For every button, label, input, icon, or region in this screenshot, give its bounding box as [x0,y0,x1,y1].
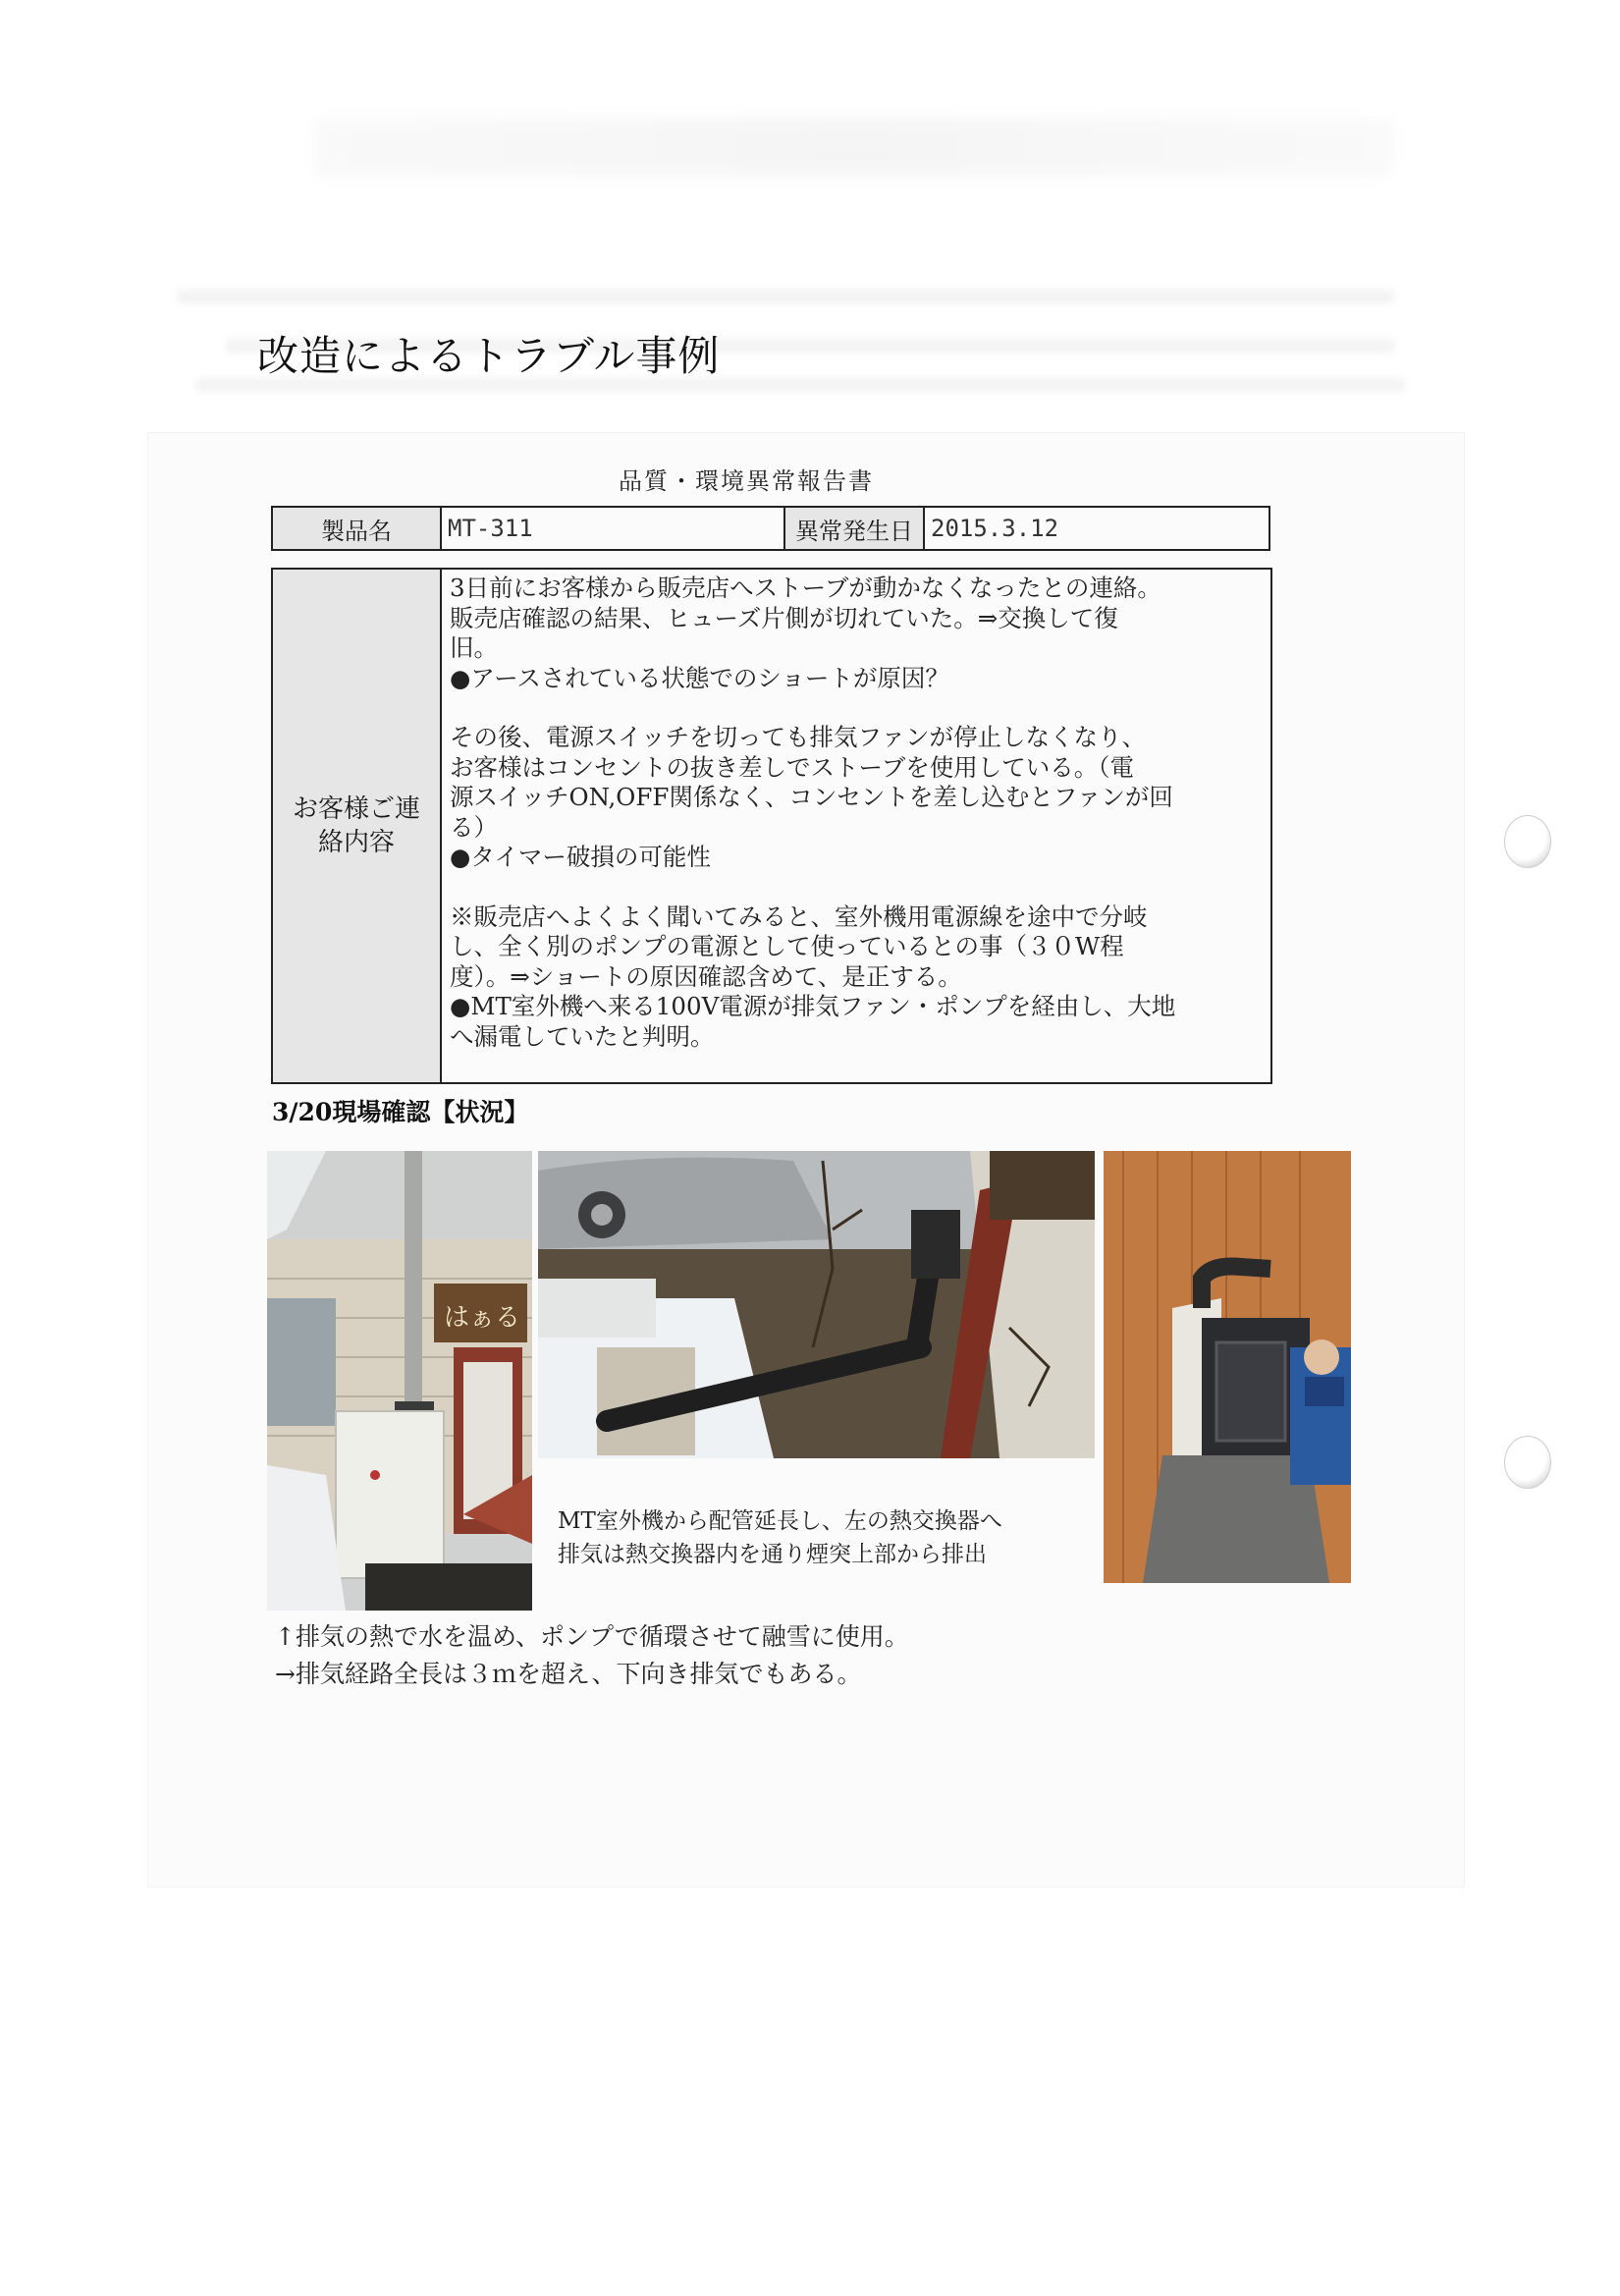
customer-contact-box [271,568,1272,1084]
contact-line: へ漏電していたと判明。 [450,1021,715,1051]
product-info-table [271,506,1270,551]
customer-contact-label: お客様ご連絡内容 [273,570,442,1082]
contact-line: ●タイマー破損の可能性 [450,843,711,871]
product-name-label: 製品名 [272,507,441,550]
contact-line: 旧。 [450,633,498,662]
contact-line: 販売店確認の結果、ヒューズ片側が切れていた。⇒交換して復 [450,603,1118,632]
contact-line: その後、電源スイッチを切っても排気ファンが停止しなくなり、 [450,723,1147,751]
site-note: ↑排気の熱で水を温め、ポンプで循環させて融雪に使用。 [275,1622,909,1651]
sign-text: はぁる [444,1303,521,1333]
occurrence-date-label: 異常発生日 [784,507,924,550]
contact-line: ●MT室外機へ来る100V電源が排気ファン・ポンプを経由し、大地 [450,992,1176,1020]
contact-line: 3日前にお客様から販売店へストーブが動かなくなったとの連絡。 [450,574,1161,602]
report-heading: 品質・環境異常報告書 [619,467,874,495]
heat-exchanger-photo [1104,1151,1351,1583]
contact-line: 度）。⇒ショートの原因確認含めて、是正する。 [450,961,962,991]
site-note: →排気経路全長は３ｍを超え、下向き排気でもある。 [275,1660,862,1688]
customer-contact-body [442,570,1270,1082]
site-inspection-caption: 3/20現場確認【状況】 [272,1098,529,1126]
contact-line: ※販売店へよくよく聞いてみると、室外機用電源線を途中で分岐 [450,902,1148,931]
site-notes [275,1618,909,1693]
photo-caption-line: 排気は熱交換器内を通り煙突上部から排出 [558,1542,987,1567]
punch-hole [1504,815,1551,868]
contact-line: る） [450,812,498,842]
pipe-extension-photo [538,1151,1095,1458]
paragraph-gap [450,873,1263,902]
contact-line: し、全く別のポンプの電源として使っているとの事（３０W程 [450,932,1124,960]
bleed-through-mark [177,290,1394,303]
product-info-row [272,507,1269,550]
photo-caption-line: MT室外機から配管延長し、左の熱交換器へ [558,1508,1002,1534]
occurrence-date-value: 2015.3.12 [924,507,1269,550]
outdoor-unit-photo [267,1151,532,1611]
product-name-value: MT-311 [441,507,784,550]
contact-line: お客様はコンセントの抜き差しでストーブを使用している。（電 [450,752,1135,782]
paragraph-gap [450,693,1263,723]
contact-line: 源スイッチON,OFF関係なく、コンセントを差し込むとファンが回 [450,783,1173,811]
punch-hole [1504,1436,1551,1489]
bleed-through-mark [314,118,1394,177]
page-title: 改造によるトラブル事例 [257,332,721,380]
contact-line: ●アースされている状態でのショートが原因？ [450,663,949,692]
photo-caption [558,1504,1107,1571]
